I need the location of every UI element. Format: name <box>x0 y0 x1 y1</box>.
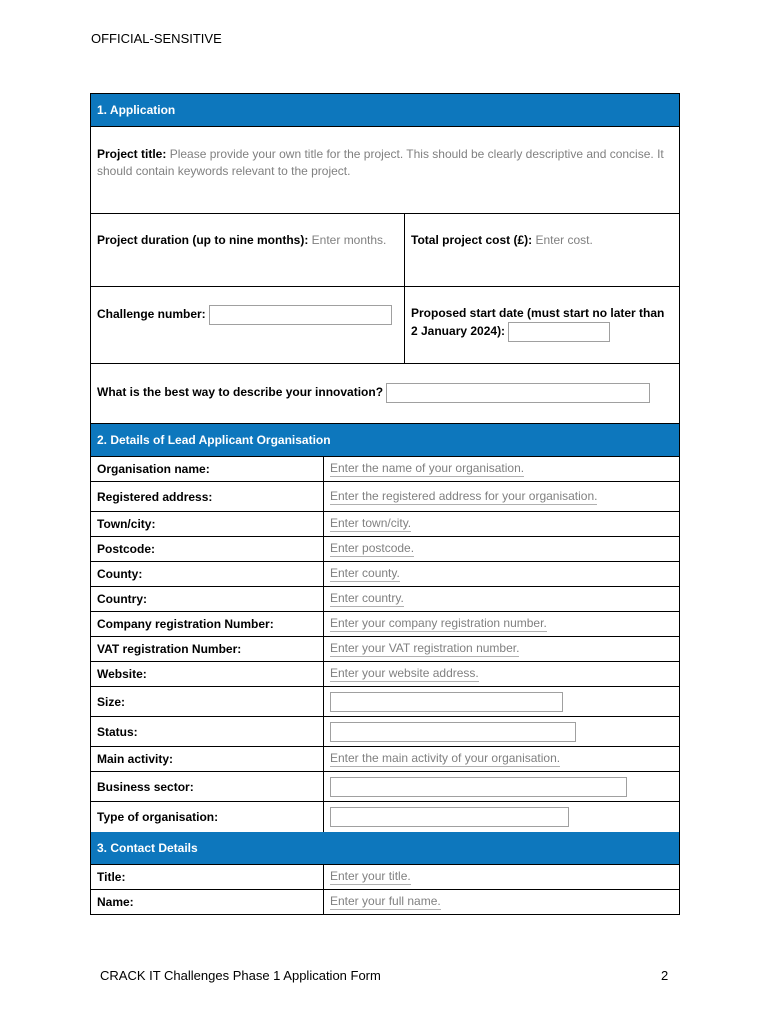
innovation-row <box>91 364 679 424</box>
footer-page-number: 2 <box>661 968 669 983</box>
vat-registration-field[interactable] <box>324 637 679 661</box>
company-registration-hint: Enter your company registration number. <box>330 616 547 630</box>
project-title-label: Project title: <box>97 147 167 161</box>
organisation-name-hint: Enter the name of your organisation. <box>330 461 525 475</box>
status-dropdown[interactable] <box>330 722 576 742</box>
status-label: Status: <box>91 717 324 746</box>
country-label: Country: <box>91 587 324 611</box>
project-duration-field[interactable] <box>91 214 405 286</box>
project-duration-label: Project duration (up to nine months): <box>97 233 309 247</box>
country-field[interactable] <box>324 587 679 611</box>
innovation-cell <box>91 364 679 423</box>
main-activity-field[interactable] <box>324 747 679 771</box>
table-row <box>91 890 679 915</box>
postcode-hint: Enter postcode. <box>330 541 415 555</box>
organisation-type-cell <box>324 802 679 832</box>
business-sector-label: Business sector: <box>91 772 324 801</box>
section-lead-applicant-header: 2. Details of Lead Applicant Organisation <box>91 424 679 457</box>
table-row <box>91 637 679 662</box>
start-date-cell <box>405 287 679 363</box>
table-row <box>91 587 679 612</box>
county-field[interactable] <box>324 562 679 586</box>
table-row <box>91 612 679 637</box>
innovation-dropdown[interactable] <box>386 383 650 403</box>
size-cell <box>324 687 679 716</box>
table-row <box>91 457 679 482</box>
registered-address-label: Registered address: <box>91 482 324 511</box>
challenge-start-row <box>91 287 679 364</box>
start-date-input[interactable] <box>508 322 610 342</box>
table-row <box>91 537 679 562</box>
company-registration-field[interactable] <box>324 612 679 636</box>
project-cost-hint: Enter cost. <box>535 233 593 247</box>
town-city-label: Town/city: <box>91 512 324 536</box>
website-label: Website: <box>91 662 324 686</box>
organisation-type-label: Type of organisation: <box>91 802 324 832</box>
classification-marking: OFFICIAL-SENSITIVE <box>91 31 222 46</box>
town-city-field[interactable] <box>324 512 679 536</box>
organisation-name-field[interactable] <box>324 457 679 481</box>
county-label: County: <box>91 562 324 586</box>
size-dropdown[interactable] <box>330 692 563 712</box>
section-application-header: 1. Application <box>91 94 679 127</box>
project-title-hint: Please provide your own title for the project. This should be clearly descriptive and concise. It should contain keywords relevant to the project. <box>97 147 664 178</box>
challenge-number-dropdown[interactable] <box>209 305 392 325</box>
main-activity-label: Main activity: <box>91 747 324 771</box>
contact-name-field[interactable] <box>324 890 679 914</box>
table-row <box>91 687 679 717</box>
contact-title-hint: Enter your title. <box>330 869 411 883</box>
main-activity-hint: Enter the main activity of your organisation. <box>330 751 561 765</box>
footer-document-title: CRACK IT Challenges Phase 1 Application Form <box>100 968 381 983</box>
town-city-hint: Enter town/city. <box>330 516 412 530</box>
website-hint: Enter your website address. <box>330 666 479 680</box>
table-row <box>91 717 679 747</box>
project-title-row <box>91 127 679 214</box>
project-duration-hint: Enter months. <box>311 233 387 247</box>
status-cell <box>324 717 679 746</box>
business-sector-cell <box>324 772 679 801</box>
table-row <box>91 512 679 537</box>
challenge-number-label: Challenge number: <box>97 307 206 322</box>
table-row <box>91 772 679 802</box>
duration-cost-row <box>91 214 679 287</box>
country-hint: Enter country. <box>330 591 404 605</box>
table-row <box>91 662 679 687</box>
application-form <box>90 93 680 915</box>
vat-registration-hint: Enter your VAT registration number. <box>330 641 520 655</box>
section-contact-details-header: 3. Contact Details <box>91 832 679 865</box>
start-date-label: Proposed start date (must start no later than 2 January 2024): <box>411 306 665 339</box>
contact-title-field[interactable] <box>324 865 679 889</box>
company-registration-label: Company registration Number: <box>91 612 324 636</box>
postcode-field[interactable] <box>324 537 679 561</box>
organisation-name-label: Organisation name: <box>91 457 324 481</box>
table-row <box>91 562 679 587</box>
table-row <box>91 482 679 512</box>
website-field[interactable] <box>324 662 679 686</box>
table-row <box>91 802 679 832</box>
challenge-number-cell <box>91 287 405 363</box>
table-row <box>91 865 679 890</box>
registered-address-field[interactable] <box>324 482 679 511</box>
table-row <box>91 747 679 772</box>
project-cost-field[interactable] <box>405 214 679 286</box>
contact-name-label: Name: <box>91 890 324 914</box>
organisation-type-dropdown[interactable] <box>330 807 569 827</box>
contact-title-label: Title: <box>91 865 324 889</box>
county-hint: Enter county. <box>330 566 400 580</box>
project-title-field[interactable] <box>91 127 679 213</box>
postcode-label: Postcode: <box>91 537 324 561</box>
business-sector-dropdown[interactable] <box>330 777 627 797</box>
registered-address-hint: Enter the registered address for your organisation. <box>330 488 598 503</box>
project-cost-label: Total project cost (£): <box>411 233 533 247</box>
size-label: Size: <box>91 687 324 716</box>
contact-name-hint: Enter your full name. <box>330 894 441 908</box>
vat-registration-label: VAT registration Number: <box>91 637 324 661</box>
innovation-label: What is the best way to describe your innovation? <box>97 385 384 400</box>
